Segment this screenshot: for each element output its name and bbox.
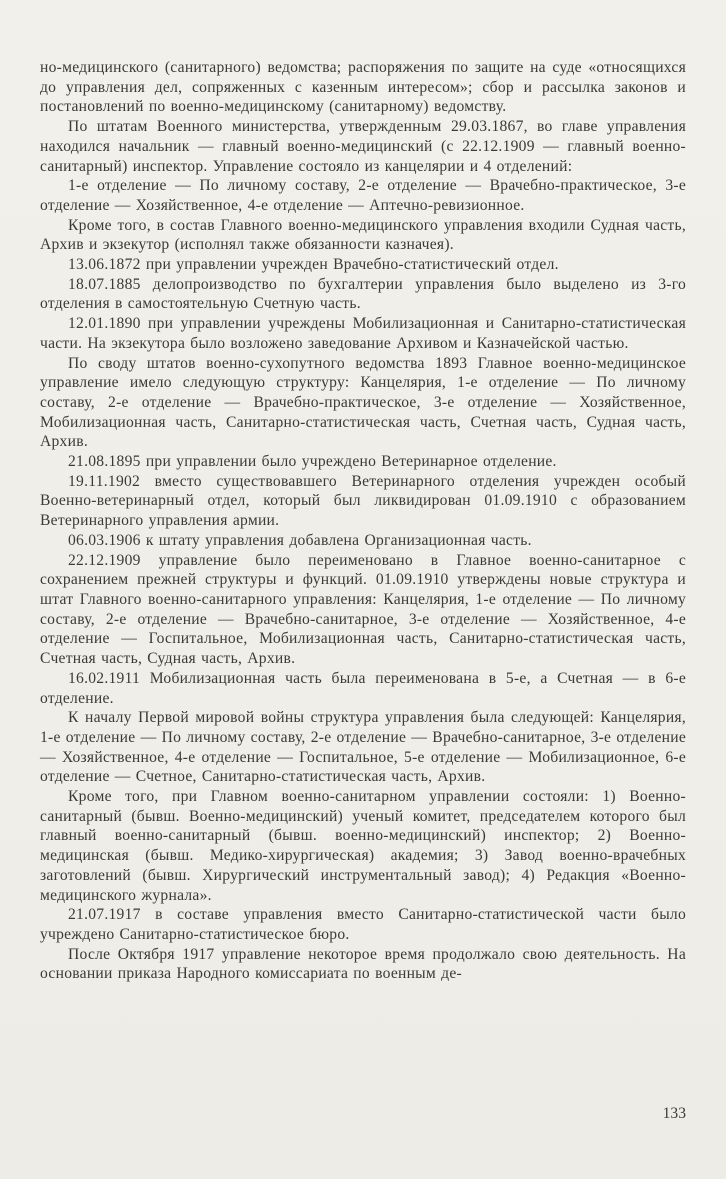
paragraph: Кроме того, в состав Главного военно-медицинского управления входили Судная часть, Архив и экзекутор (исполнял также обязанности казначея). bbox=[40, 216, 686, 254]
paragraph: К началу Первой мировой войны структура управления была следующей: Канцелярия, 1-е отделение — По личному составу, 2-е отделение — Врачебно-санитарное, 3-е отделение — Хозяйственное, 4-е отделение — Госпитальное, 5-е отделение — Мобилизационное, 6-е отделение — Счетное, Санитарно-статистическая часть, Архив. bbox=[40, 709, 686, 786]
paragraph: По своду штатов военно-сухопутного ведомства 1893 Главное военно-медицинское управление имело следующую структуру: Канцелярия, 1-е отделение — По личному составу, 2-е отделение — Врачебно-практическое, 3-е отделение — Хозяйственное, Мобилизационная часть, Санитарно-статистическая часть, Счетная часть, Судная часть, Архив. bbox=[40, 354, 686, 451]
page-number: 133 bbox=[662, 1105, 686, 1122]
paragraph: 16.02.1911 Мобилизационная часть была переименована в 5-е, а Счетная — в 6-е отделение. bbox=[40, 669, 686, 707]
body-text bbox=[40, 58, 686, 984]
paragraph: 1-е отделение — По личному составу, 2-е отделение — Врачебно-практическое, 3-е отделение — Хозяйственное, 4-е отделение — Аптечно-ревизионное. bbox=[40, 177, 686, 214]
paragraph: 06.03.1906 к штату управления добавлена Организационная часть. bbox=[68, 531, 532, 549]
paragraph: 21.08.1895 при управлении было учреждено Ветеринарное отделение. bbox=[68, 453, 557, 471]
paragraph: По штатам Военного министерства, утвержденным 29.03.1867, во главе управления находился начальник — главный военно-медицинский (с 22.12.1909 — главный военно-санитарный) инспектор. Управление состояло из канцелярии и 4 отделений: bbox=[40, 118, 686, 175]
paragraph: 13.06.1872 при управлении учрежден Врачебно-статистический отдел. bbox=[68, 256, 559, 274]
paragraph: После Октября 1917 управление некоторое время продолжало свою деятельность. На основании приказа Народного комиссариата по военным де- bbox=[40, 945, 686, 983]
paragraph: 21.07.1917 в составе управления вместо Санитарно-статистической части было учреждено Санитарно-статистическое бюро. bbox=[40, 906, 686, 943]
paragraph: Кроме того, при Главном военно-санитарном управлении состояли: 1) Военно-санитарный (бывш. Военно-медицинский) ученый комитет, председателем которого был главный военно-санитарный (бывш. военно-медицинский) инспектор; 2) Военно-медицинская (бывш. Медико-хирургическая) академия; 3) Завод военно-врачебных заготовлений (бывш. Хирургический инструментальный завод); 4) Редакция «Военно-медицинского журнала». bbox=[40, 788, 686, 904]
paragraph: 22.12.1909 управление было переименовано в Главное военно-санитарное с сохранением прежней структуры и функций. 01.09.1910 утверждены новые структура и штат Главного военно-санитарного управления: Канцелярия, 1-е отделение — По личному составу, 2-е отделение — Врачебно-санитарное, 3-е отделение — Хозяйственное, 4-е отделение — Госпитальное, Мобилизационная часть, Санитарно-статистическая часть, Счетная часть, Судная часть, Архив. bbox=[40, 551, 686, 668]
paragraph: но-медицинского (санитарного) ведомства; распоряжения по защите на суде «относящихся до управления дел, сопряженных с казенным интересом»; сбор и рассылка законов и постановлений по военно-медицинскому (санитарному) ведомству. bbox=[40, 59, 686, 116]
paragraph: 12.01.1890 при управлении учреждены Мобилизационная и Санитарно-статистическая части. На экзекутора было возложено заведование Архивом и Казначейской частью. bbox=[40, 315, 686, 352]
paragraph: 19.11.1902 вместо существовавшего Ветеринарного отделения учрежден особый Военно-ветеринарный отдел, который был ликвидирован 01.09.1910 с образованием Ветеринарного управления армии. bbox=[40, 472, 686, 530]
paragraph: 18.07.1885 делопроизводство по бухгалтерии управления было выделено из 3-го отделения в самостоятельную Счетную часть. bbox=[40, 275, 686, 313]
